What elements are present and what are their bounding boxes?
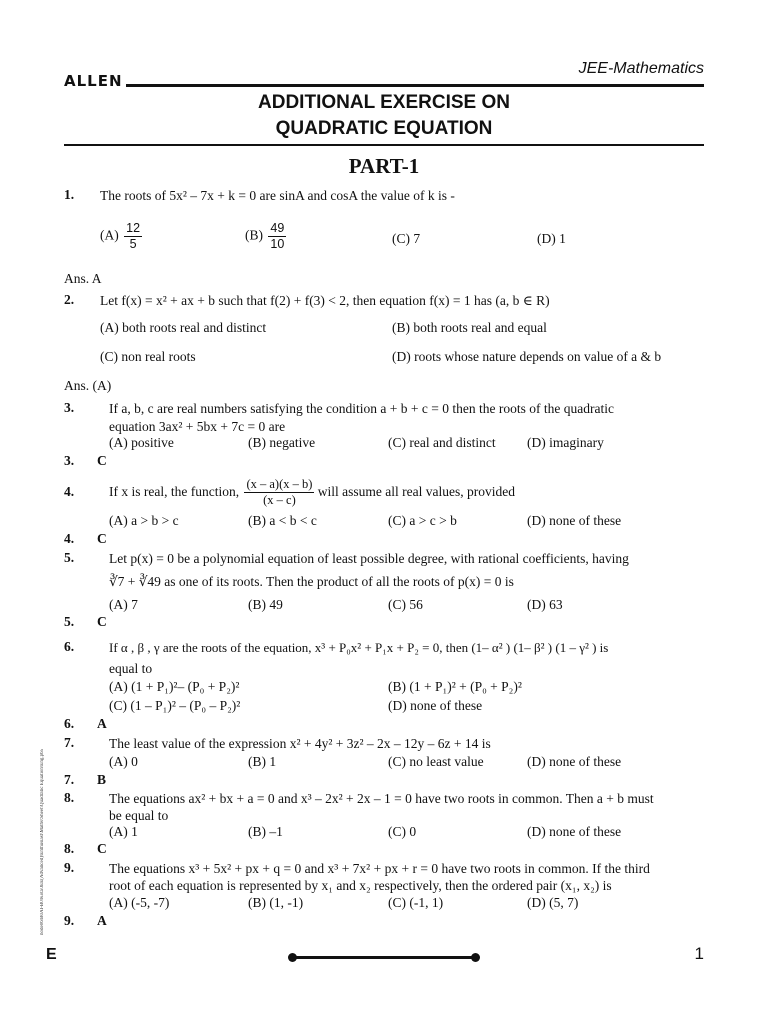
option-d: (D) none of these bbox=[527, 513, 622, 528]
option-c: (C) (1 – P₁)² – (P₀ – P₂)² bbox=[109, 698, 241, 713]
question-text-cont: be equal to bbox=[109, 808, 169, 823]
side-file-path: node06\B0AI-B0\Kota\JEE(Advanced)\Enthusiast\Maths\Sheet\Quadratic Equation\Eng.p65 bbox=[40, 748, 45, 935]
answer: C bbox=[97, 453, 107, 468]
option-d: (D) none of these bbox=[527, 754, 622, 769]
question-text: Let f(x) = x² + ax + b such that f(2) + f(3) < 2, then equation f(x) = 1 has (a, b ∈ R) bbox=[100, 293, 550, 308]
page-title-line1: ADDITIONAL EXERCISE ON bbox=[258, 92, 510, 113]
option-a: (A) both roots real and distinct bbox=[100, 320, 267, 335]
header-rule bbox=[126, 84, 704, 87]
option-a: (A) $\frac{12}{5}$ bbox=[100, 221, 141, 251]
option-d: (D) (5, 7) bbox=[527, 895, 579, 910]
page-number: 1 bbox=[694, 944, 704, 963]
brand-logo: ALLEN bbox=[64, 72, 123, 90]
option-a: (A) 0 bbox=[109, 754, 138, 769]
question-number: 7. bbox=[64, 735, 75, 750]
question-text: If a, b, c are real numbers satisfying the condition a + b + c = 0 then the roots of the quadratic bbox=[109, 401, 614, 416]
question-text: The equations x³ + 5x² + px + q = 0 and x³ + 7x² + px + r = 0 have two roots in common. If the third bbox=[109, 861, 650, 876]
option-d: (D) 1 bbox=[537, 231, 566, 246]
question-text: The least value of the expression x² + 4y² + 3z² – 2x – 12y – 6z + 14 is bbox=[109, 736, 491, 751]
option-a: (A) 7 bbox=[109, 597, 138, 612]
question-number: 1. bbox=[64, 187, 75, 202]
question-number: 4. bbox=[64, 484, 75, 499]
option-a: (A) a > b > c bbox=[109, 513, 179, 528]
option-c: (C) 56 bbox=[388, 597, 423, 612]
answer-number: 8. bbox=[64, 841, 75, 856]
answer: C bbox=[97, 841, 107, 856]
footer-dot-right bbox=[471, 953, 480, 962]
subject-label: JEE-Mathematics bbox=[578, 60, 704, 77]
answer: A bbox=[97, 716, 107, 731]
answer-number: 7. bbox=[64, 772, 75, 787]
question-text-cont: equal to bbox=[109, 661, 153, 676]
answer: Ans. (A) bbox=[64, 378, 112, 393]
option-a: (A) (1 + P₁)²– (P₀ + P₂)² bbox=[109, 679, 240, 694]
option-c: (C) (-1, 1) bbox=[388, 895, 444, 910]
answer: A bbox=[97, 913, 107, 928]
option-d: (D) roots whose nature depends on value of a & b bbox=[392, 349, 662, 364]
option-c: (C) 7 bbox=[392, 231, 421, 246]
option-b: (B) (1, -1) bbox=[248, 895, 304, 910]
answer: Ans. A bbox=[64, 271, 102, 286]
option-d: (D) none of these bbox=[527, 824, 622, 839]
option-d: (D) 63 bbox=[527, 597, 563, 612]
question-text: The roots of 5x² – 7x + k = 0 are sinA and cosA the value of k is - bbox=[100, 188, 455, 203]
option-c: (C) 0 bbox=[388, 824, 417, 839]
question-number: 2. bbox=[64, 292, 75, 307]
answer: C bbox=[97, 531, 107, 546]
question-number: 3. bbox=[64, 400, 75, 415]
footer-rule bbox=[292, 956, 476, 959]
question-number: 5. bbox=[64, 550, 75, 565]
question-text: Let p(x) = 0 be a polynomial equation of least possible degree, with rational coefficients, having bbox=[109, 551, 629, 566]
question-number: 9. bbox=[64, 860, 75, 875]
option-a: (A) positive bbox=[109, 435, 174, 450]
answer-number: 5. bbox=[64, 614, 75, 629]
option-d: (D) imaginary bbox=[527, 435, 604, 450]
option-c: (C) no least value bbox=[388, 754, 484, 769]
option-b: (B) (1 + P₁)² + (P₀ + P₂)² bbox=[388, 679, 522, 694]
question-number: 6. bbox=[64, 639, 75, 654]
question-text-cont: ∛7 + ∛49 as one of its roots. Then the product of all the roots of p(x) = 0 is bbox=[109, 574, 514, 589]
question-text-cont: root of each equation is represented by x₁ and x₂ respectively, then the ordered pair (x₁, x₂) is bbox=[109, 878, 612, 893]
question-text: The equations ax² + bx + a = 0 and x³ – 2x² + 2x – 1 = 0 have two roots in common. Then a + b must bbox=[109, 791, 654, 806]
option-b: (B) a < b < c bbox=[248, 513, 317, 528]
answer: C bbox=[97, 614, 107, 629]
option-c: (C) non real roots bbox=[100, 349, 196, 364]
part-heading: PART-1 bbox=[348, 154, 420, 178]
page-title-line2: QUADRATIC EQUATION bbox=[275, 118, 493, 139]
answer-number: 3. bbox=[64, 453, 75, 468]
option-c: (C) a > c > b bbox=[388, 513, 457, 528]
cube-root-expression: ∛7 + ∛49 bbox=[109, 574, 161, 589]
footer-edition-mark: E bbox=[46, 946, 57, 963]
answer-number: 4. bbox=[64, 531, 75, 546]
option-b: (B) $\frac{49}{10}$ bbox=[245, 221, 285, 251]
option-b: (B) 49 bbox=[248, 597, 283, 612]
question-text: If x is real, the function, $\frac{(x - a)(x - b)}{(x - c)}$ will assume all real values, provided bbox=[109, 477, 515, 508]
question-number: 8. bbox=[64, 790, 75, 805]
option-b: (B) both roots real and equal bbox=[392, 320, 547, 335]
option-b: (B) –1 bbox=[248, 824, 283, 839]
title-rule bbox=[64, 144, 704, 146]
option-b: (B) 1 bbox=[248, 754, 277, 769]
question-text-cont: equation 3ax² + 5bx + 7c = 0 are bbox=[109, 419, 286, 434]
answer-number: 6. bbox=[64, 716, 75, 731]
answer-number: 9. bbox=[64, 913, 75, 928]
option-c: (C) real and distinct bbox=[388, 435, 496, 450]
option-a: (A) (-5, -7) bbox=[109, 895, 170, 910]
option-a: (A) 1 bbox=[109, 824, 138, 839]
option-d: (D) none of these bbox=[388, 698, 483, 713]
option-b: (B) negative bbox=[248, 435, 316, 450]
question-text: If α , β , γ are the roots of the equation, x³ + P₀x² + P₁x + P₂ = 0, then (1– α² ) (1– β² ) (1 – γ² ) is bbox=[109, 640, 609, 655]
answer: B bbox=[97, 772, 107, 787]
